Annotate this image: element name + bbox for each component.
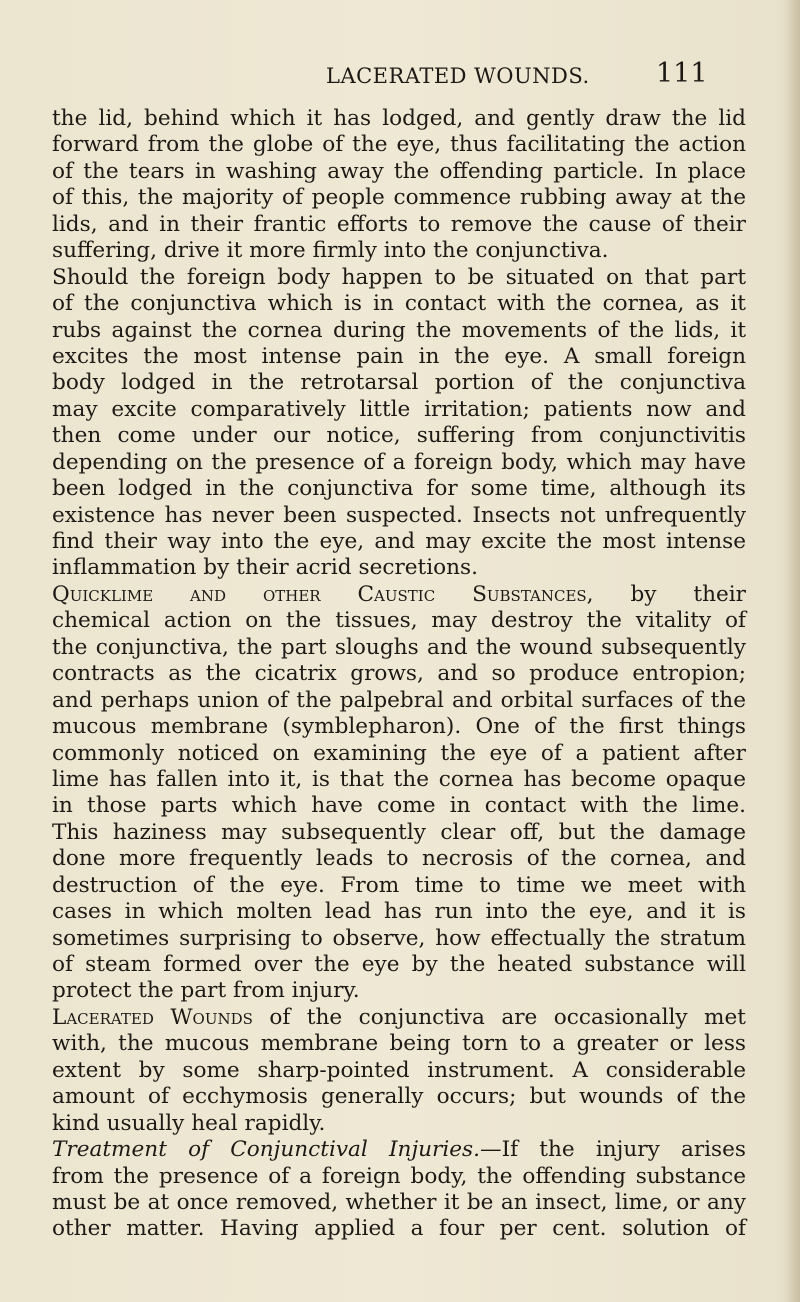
text-line: destruction of the eye. From time to time we meet with: [52, 872, 746, 898]
text-line: lime has fallen into it, is that the cornea has become opaque: [52, 766, 746, 792]
text-run: of the conjunctiva are occasionally met: [269, 1004, 746, 1030]
text-line: contracts as the cicatrix grows, and so produce entropion;: [52, 661, 746, 687]
body-text: [52, 106, 746, 1243]
text-line: and perhaps union of the palpebral and orbital surfaces of the: [52, 687, 746, 713]
text-line: inflammation by their acrid secretions.: [52, 555, 478, 581]
text-line: body lodged in the retrotarsal portion of the conjunctiva: [52, 370, 746, 396]
text-run: by their: [630, 581, 746, 607]
text-line: excites the most intense pain in the eye. A small foreign: [52, 343, 746, 369]
text-line: Should the foreign body happen to be situated on that part: [52, 264, 746, 290]
text-line: the conjunctiva, the part sloughs and the wound subsequently: [52, 634, 746, 660]
page-number: 111: [656, 58, 708, 89]
text-line: then come under our notice, suffering from conjunctivitis: [52, 423, 746, 449]
text-line: [52, 1005, 746, 1031]
paragraph-lacerated-wounds: [52, 1005, 746, 1137]
text-line: chemical action on the tissues, may destroy the vitality of: [52, 608, 746, 634]
text-line: lids, and in their frantic efforts to remove the cause of their: [52, 211, 746, 237]
text-line: of the conjunctiva which is in contact with the cornea, as it: [52, 291, 746, 317]
text-line: of this, the majority of people commence rubbing away at the: [52, 185, 746, 211]
text-line: been lodged in the conjunctiva for some time, although its: [52, 476, 746, 502]
text-line: [52, 582, 746, 608]
section-heading-lacerated: Lacerated Wounds: [52, 1004, 253, 1030]
text-line: find their way into the eye, and may excite the most intense: [52, 529, 746, 554]
text-line: of steam formed over the eye by the heated substance will: [52, 952, 746, 977]
text-line: existence has never been suspected. Insects not unfrequently: [52, 502, 746, 528]
text-line: [52, 1137, 746, 1163]
page-edge-shadow: [786, 0, 800, 1302]
page-header: [0, 58, 800, 98]
paragraph-foreign-body-cornea: [52, 265, 746, 582]
text-line: extent by some sharp-pointed instrument. A considerable: [52, 1057, 746, 1083]
text-line: from the presence of a foreign body, the offending substance: [52, 1163, 746, 1189]
text-line: of the tears in washing away the offending particle. In place: [52, 158, 746, 184]
text-line: sometimes surprising to observe, how effectually the stratum: [52, 925, 746, 951]
text-line: protect the part from injury.: [52, 978, 360, 1004]
text-line: suffering, drive it more firmly into the conjunctiva.: [52, 238, 609, 264]
text-line: kind usually heal rapidly.: [52, 1110, 326, 1136]
text-line: in those parts which have come in contact with the lime.: [52, 793, 746, 819]
text-line: with, the mucous membrane being torn to a greater or less: [52, 1031, 746, 1057]
text-line: forward from the globe of the eye, thus facilitating the action: [52, 132, 746, 158]
running-head: LACERATED WOUNDS.: [326, 64, 590, 88]
paragraph-foreign-body-removal: [52, 106, 746, 265]
text-line: cases in which molten lead has run into the eye, and it is: [52, 899, 746, 925]
section-heading-caustic: Quicklime and other Caustic Substances,: [52, 581, 594, 607]
text-line: mucous membrane (symblepharon). One of the first things: [52, 714, 746, 740]
text-line: must be at once removed, whether it be an insect, lime, or any: [52, 1189, 746, 1215]
text-line: other matter. Having applied a four per cent. solution of: [52, 1216, 746, 1242]
text-run: —If the injury arises: [480, 1137, 746, 1163]
paragraph-treatment: [52, 1137, 746, 1243]
text-line: depending on the presence of a foreign body, which may have: [52, 449, 746, 475]
text-line: rubs against the cornea during the movements of the lids, it: [52, 317, 746, 343]
text-line: may excite comparatively little irritation; patients now and: [52, 396, 746, 422]
paragraph-caustic-substances: [52, 582, 746, 1005]
section-heading-treatment: Treatment of Conjunctival Injuries.: [52, 1137, 481, 1163]
text-line: done more frequently leads to necrosis of the cornea, and: [52, 846, 746, 872]
text-line: This haziness may subsequently clear off, but the damage: [52, 819, 746, 845]
text-line: commonly noticed on examining the eye of a patient after: [52, 740, 746, 766]
text-line: the lid, behind which it has lodged, and gently draw the lid: [52, 106, 746, 131]
text-line: amount of ecchymosis generally occurs; but wounds of the: [52, 1084, 746, 1110]
